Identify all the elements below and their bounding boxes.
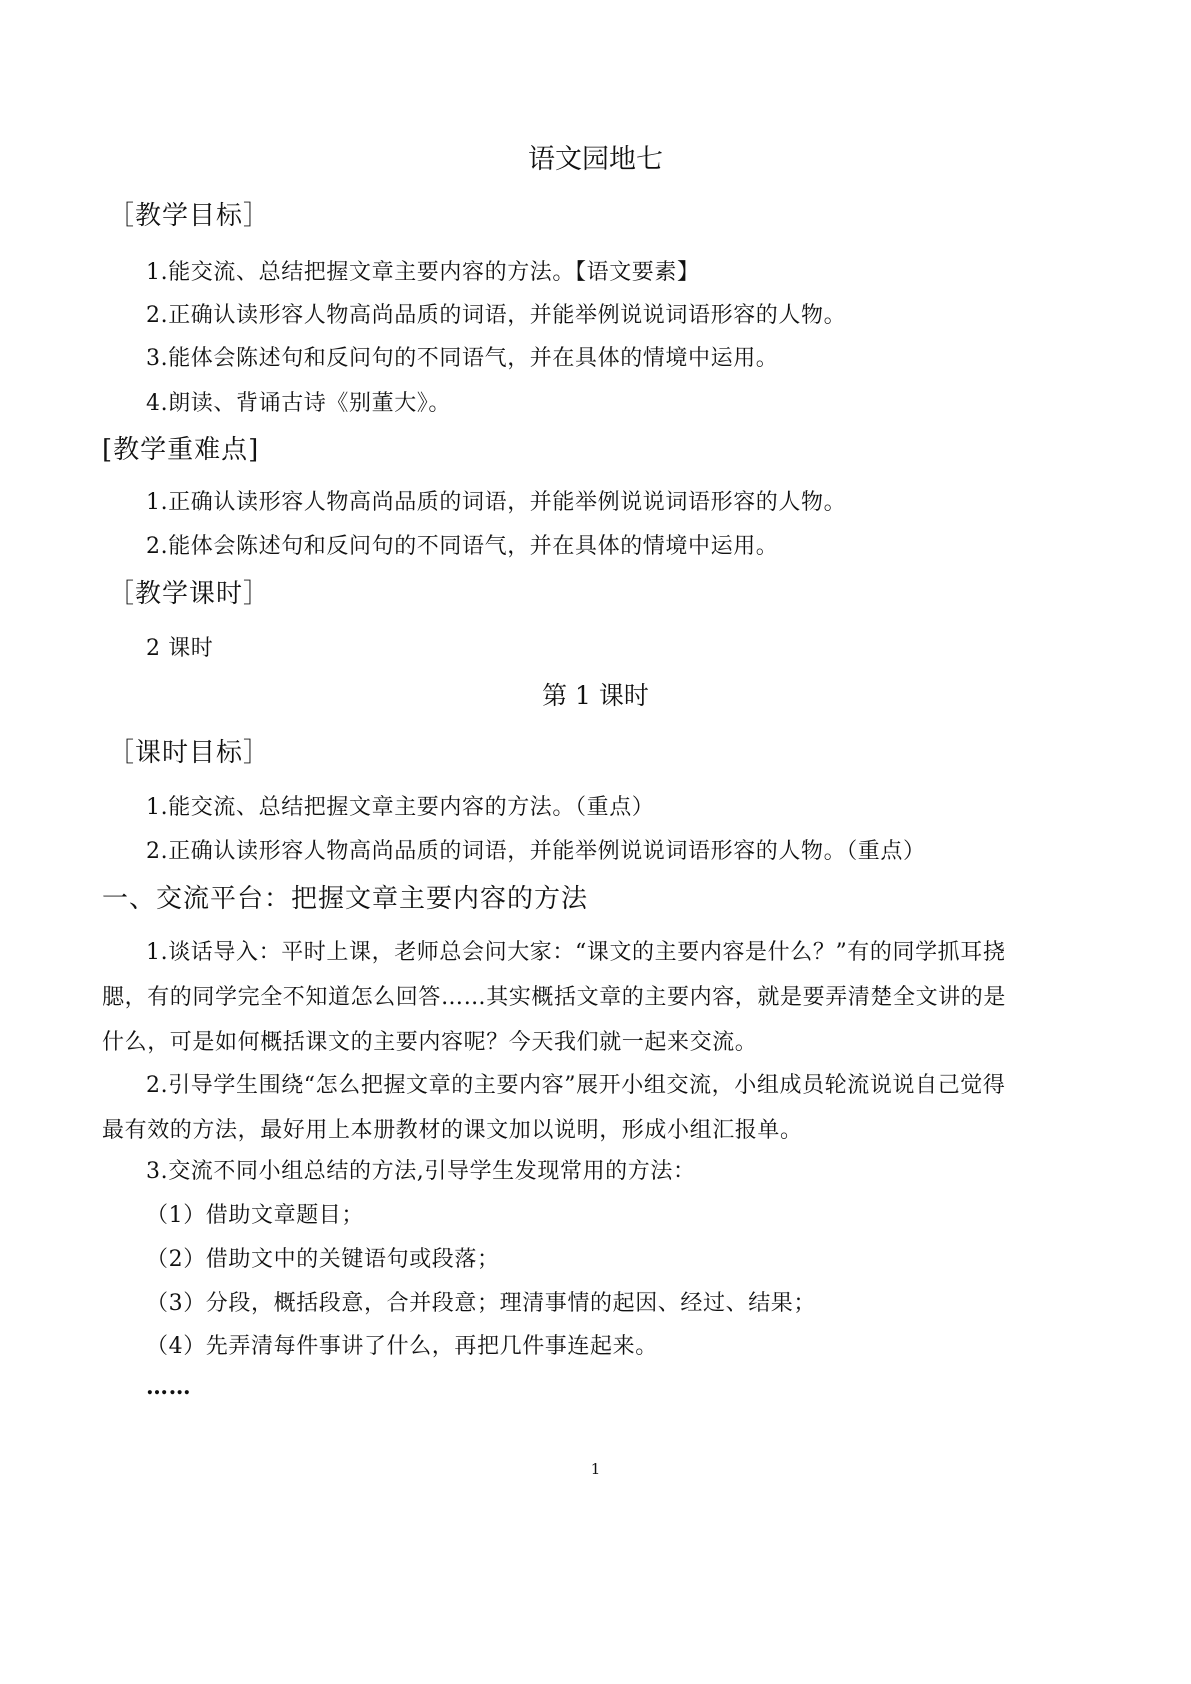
lesson-goal-item: 2.正确认读形容人物高尚品质的词语，并能举例说说词语形容的人物。（重点） bbox=[146, 839, 926, 864]
key-point-item: 1.正确认读形容人物高尚品质的词语，并能举例说说词语形容的人物。 bbox=[146, 490, 847, 515]
paragraph: 2.引导学生围绕“怎么把握文章的主要内容”展开小组交流，小组成员轮流说说自己觉得最有效的方法，最好用上本册教材的课文加以说明，形成小组汇报单。 bbox=[102, 1073, 1006, 1143]
lesson-title: 第 1 课时 bbox=[542, 681, 649, 710]
goal-item: 4.朗读、背诵古诗《别董大》。 bbox=[146, 391, 451, 416]
document-title: 语文园地七 bbox=[528, 144, 663, 175]
method-item: （3）分段，概括段意，合并段意；理清事情的起因、经过、结果； bbox=[146, 1291, 816, 1316]
paragraph: 1.谈话导入：平时上课，老师总会问大家：“课文的主要内容是什么？”有的同学抓耳挠腮，有的同学完全不知道怎么回答……其实概括文章的主要内容，就是要弄清楚全文讲的是什么，可是如何概括课文的主要内容呢？今天我们就一起来交流。 bbox=[102, 940, 1007, 1055]
goal-item: 2.正确认读形容人物高尚品质的词语，并能举例说说词语形容的人物。 bbox=[146, 303, 847, 328]
section-heading-lesson-goals: ［课时目标］ bbox=[108, 738, 271, 768]
section-heading-hours: ［教学课时］ bbox=[108, 579, 271, 609]
key-point-item: 2.能体会陈述句和反问句的不同语气，并在具体的情境中运用。 bbox=[146, 534, 779, 559]
part-heading: 一、交流平台：把握文章主要内容的方法 bbox=[102, 884, 589, 914]
hours-value: 2 课时 bbox=[146, 636, 214, 661]
lesson-goal-item: 1.能交流、总结把握文章主要内容的方法。（重点） bbox=[146, 795, 655, 820]
ellipsis: …… bbox=[146, 1374, 192, 1400]
page-number: 1 bbox=[590, 1460, 601, 1478]
goal-item: 3.能体会陈述句和反问句的不同语气，并在具体的情境中运用。 bbox=[146, 346, 779, 371]
method-item: （1）借助文章题目； bbox=[146, 1203, 364, 1228]
method-item: （4）先弄清每件事讲了什么，再把几件事连起来。 bbox=[146, 1334, 658, 1359]
section-heading-key-points: [教学重难点] bbox=[102, 435, 260, 465]
goal-item: 1.能交流、总结把握文章主要内容的方法。【语文要素】 bbox=[146, 260, 700, 285]
section-heading-goals: ［教学目标］ bbox=[108, 201, 271, 231]
method-item: （2）借助文中的关键语句或段落； bbox=[146, 1247, 500, 1272]
paragraph: 3.交流不同小组总结的方法,引导学生发现常用的方法： bbox=[146, 1159, 696, 1184]
